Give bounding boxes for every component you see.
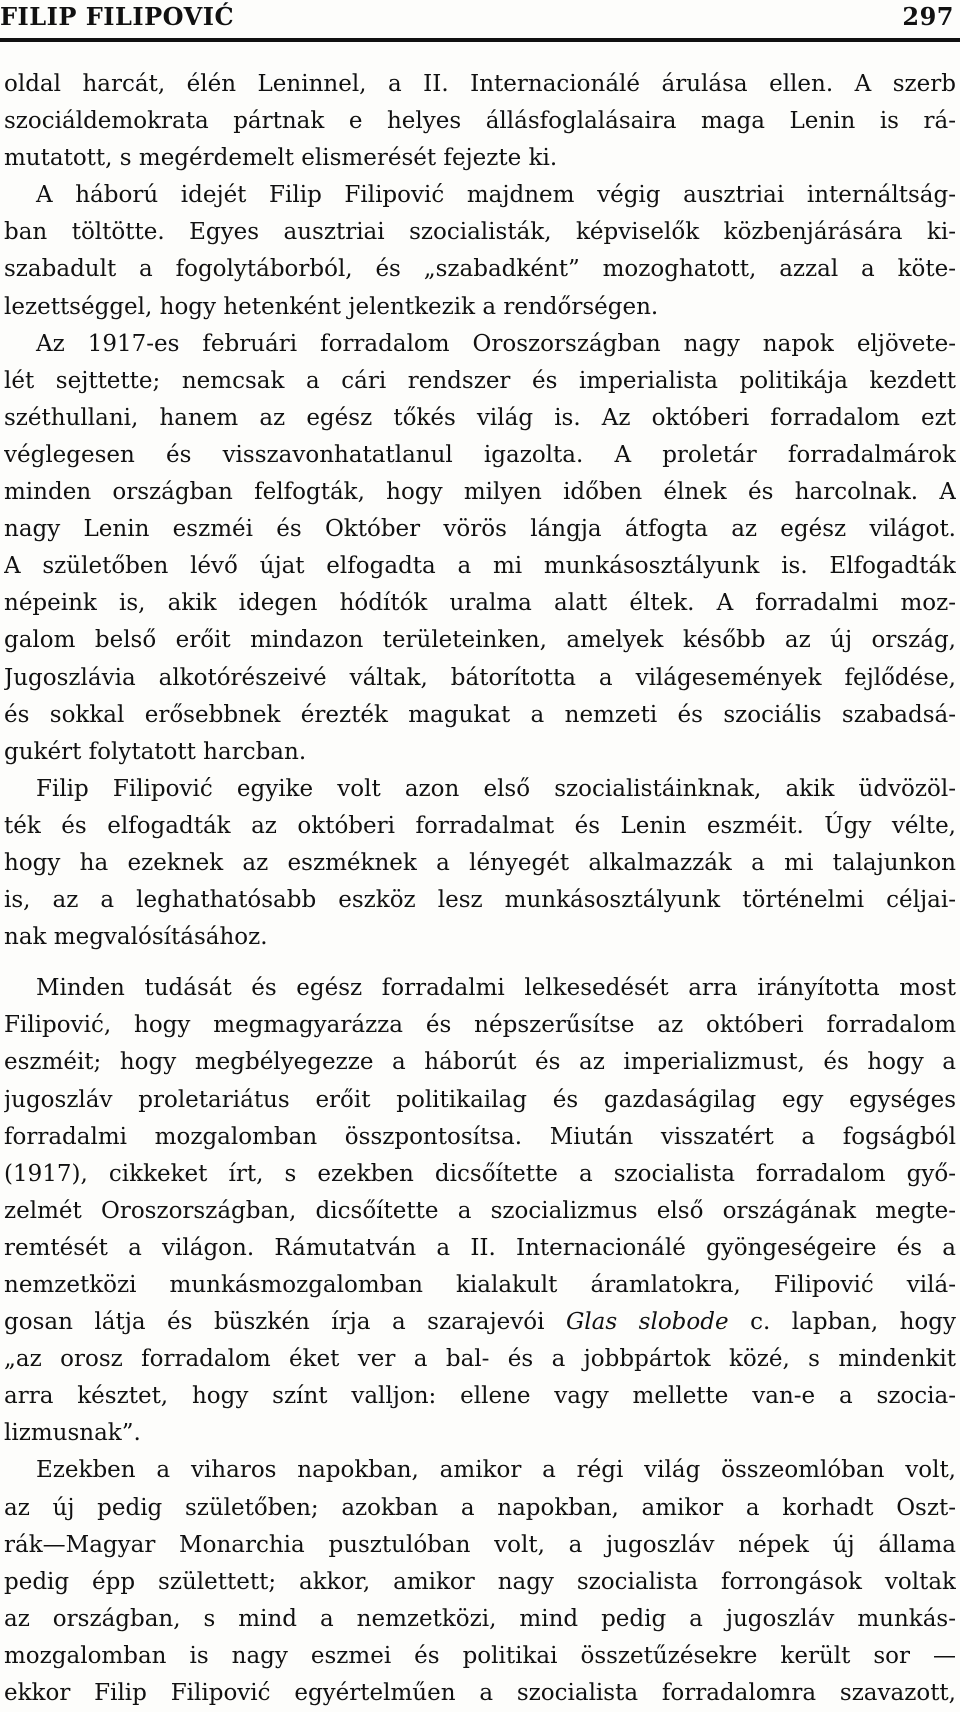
text-line: nemzetközi munkásmozgalomban kialakult áramlatokra, Filipović vilá- xyxy=(4,1272,956,1298)
text-line: széthullani, hanem az egész tőkés világ is. Az októberi forradalom ezt xyxy=(4,404,956,431)
text-line: ban töltötte. Egyes ausztriai szocialisták, képviselők közbenjárására ki- xyxy=(4,219,956,246)
text-line: eszméit; hogy megbélyegezze a háborút és az imperializmust, és hogy a xyxy=(4,1049,956,1076)
text-line: A háború idejét Filip Filipović majdnem végig ausztriai internáltság- xyxy=(36,182,956,209)
text-line: galom belső erőit mindazon területeinken, amelyek később az új ország, xyxy=(4,627,956,654)
text-line: mozgalomban is nagy eszmei és politikai összetűzésekre került sor — xyxy=(4,1642,956,1669)
text-line: (1917), cikkeket írt, s ezekben dicsőítette a szocialista forradalom győ- xyxy=(4,1160,956,1187)
text-line: nak megvalósításához. xyxy=(4,924,268,951)
paragraph xyxy=(4,326,956,771)
text-line: Filip Filipović egyike volt azon első szocialistáinknak, akik üdvözöl- xyxy=(36,775,956,802)
text-line: véglegesen és visszavonhatatlanul igazolta. A proletár forradalmárok xyxy=(4,441,956,468)
text-line: arra késztet, hogy színt valljon: ellene vagy mellette van-e a szocia- xyxy=(4,1383,956,1410)
text-line: lizmusnak”. xyxy=(4,1420,141,1447)
paragraph xyxy=(4,177,956,325)
text-line: szociáldemokrata pártnak e helyes állásfoglalásaira maga Lenin is rá- xyxy=(4,108,956,135)
text-line: minden országban felfogták, hogy milyen időben élnek és harcolnak. A xyxy=(4,479,956,506)
text-line: hogy ha ezeknek az eszméknek a lényegét alkalmazzák a mi talajunkon xyxy=(4,849,956,876)
text-line: zelmét Oroszországban, dicsőítette a szocializmus első országának megte- xyxy=(4,1197,956,1224)
text-line: szabadult a fogolytáborból, és „szabadként” mozoghatott, azzal a köte- xyxy=(4,256,956,283)
text-line: ekkor Filip Filipović egyértelműen a szocialista forradalomra szavazott, xyxy=(4,1680,956,1707)
page-body xyxy=(4,66,956,1712)
text-line: nagy Lenin eszméi és Október vörös lángja átfogta az egész világot. xyxy=(4,516,956,543)
page-number: 297 xyxy=(902,2,954,31)
running-header xyxy=(0,2,954,42)
text-line: jugoszláv proletariátus erőit politikailag és gazdaságilag egy egységes xyxy=(4,1086,956,1113)
header-rule xyxy=(0,38,960,42)
text-line: gosan látja és büszkén írja a szarajevói Glas slobode c. lapban, hogy xyxy=(4,1309,956,1336)
paragraph xyxy=(4,1452,956,1712)
text-line: az országban, s mind a nemzetközi, mind pedig a jugoszláv munkás- xyxy=(4,1605,956,1632)
running-title: FILIP FILIPOVIĆ xyxy=(0,2,235,31)
text-line: A születőben lévő újat elfogadta a mi munkásosztályunk is. Elfogadták xyxy=(4,553,956,580)
text-line: és sokkal erősebbnek érezték magukat a nemzeti és szociális szabadsá- xyxy=(4,701,956,728)
text-line: forradalmi mozgalomban összpontosítsa. Miután visszatért a fogságból xyxy=(4,1123,956,1150)
paragraph-gap xyxy=(4,956,956,970)
text-line: Ezekben a viharos napokban, amikor a régi világ összeomlóban volt, xyxy=(36,1457,956,1484)
paragraph xyxy=(4,970,956,1452)
text-line: Filipović, hogy megmagyarázza és népszerűsítse az októberi forradalom xyxy=(4,1012,956,1039)
text-line: mutatott, s megérdemelt elismerését fejezte ki. xyxy=(4,145,558,172)
text-line: lezettséggel, hogy hetenként jelentkezik a rendőrségen. xyxy=(4,293,659,320)
paragraph xyxy=(4,66,956,177)
text-line: gukért folytatott harcban. xyxy=(4,738,307,765)
text-line: ték és elfogadták az októberi forradalmat és Lenin eszméit. Úgy vélte, xyxy=(4,812,956,839)
paragraph xyxy=(4,771,956,956)
text-line: „az orosz forradalom éket ver a bal- és a jobbpártok közé, s mindenkit xyxy=(4,1346,956,1373)
text-line: oldal harcát, élén Leninnel, a II. Internacionálé árulása ellen. A szerb xyxy=(4,71,956,97)
text-line: Jugoszlávia alkotórészeivé váltak, bátorította a világesemények fejlődése, xyxy=(4,664,956,691)
text-line: lét sejttette; nemcsak a cári rendszer és imperialista politikája kezdett xyxy=(4,367,956,394)
text-line: népeink is, akik idegen hódítók uralma alatt éltek. A forradalmi moz- xyxy=(4,590,956,617)
text-line: remtését a világon. Rámutatván a II. Internacionálé gyöngeségeire és a xyxy=(4,1234,956,1261)
text-line: Az 1917-es februári forradalom Oroszországban nagy napok eljövete- xyxy=(36,330,956,357)
text-line: Minden tudását és egész forradalmi lelkesedését arra irányította most xyxy=(36,975,956,1002)
text-line: rák—Magyar Monarchia pusztulóban volt, a jugoszláv népek új államа xyxy=(4,1531,956,1558)
text-line: is, az a leghathatósabb eszköz lesz munkásosztályunk történelmi céljai- xyxy=(4,887,956,914)
text-line: az új pedig születőben; azokban a napokban, amikor a korhadt Oszt- xyxy=(4,1494,956,1521)
text-line: pedig épp születtett; akkor, amikor nagy szocialista forrongások voltak xyxy=(4,1568,956,1595)
